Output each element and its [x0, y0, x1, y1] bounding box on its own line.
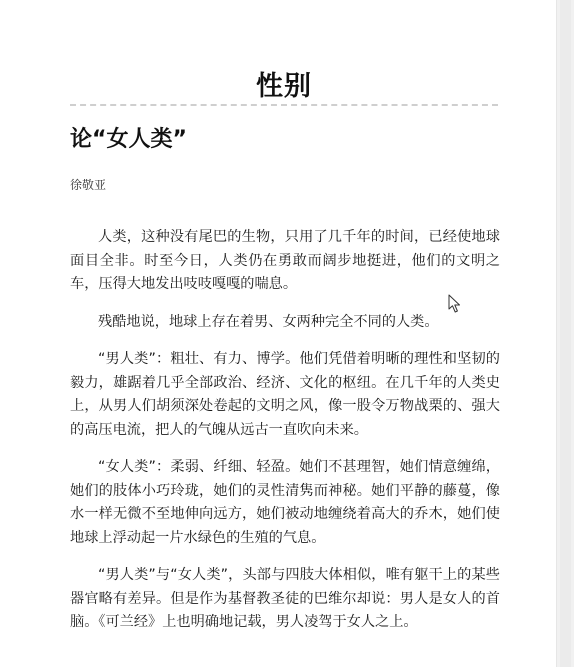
paragraph-1: 人类，这种没有尾巴的生物，只用了几千年的时间，已经使地球面目全非。时至今日，人类仍在勇敢而阔步地挺进，他们的文明之车，压得大地发出吱吱嘎嘎的喘息。 [70, 229, 500, 292]
paragraph-3: “男人类”：粗壮、有力、博学。他们凭借着明晰的理性和坚韧的毅力，雄踞着几乎全部政治、经济、文化的枢纽。在几千年的人类史上，从男人们胡须深处卷起的文明之风，像一股令万物战栗的、强大的高压电流，把人的气魄从远古一直吹向未来。 [70, 351, 500, 438]
scrollbar-thumb[interactable] [560, 0, 571, 667]
chapter-divider [70, 104, 498, 106]
article-body [70, 226, 500, 649]
paragraph-2: 残酷地说，地球上存在着男、女两种完全不同的人类。 [98, 313, 439, 330]
mouse-pointer-icon [448, 294, 462, 314]
vertical-scrollbar[interactable] [556, 0, 574, 667]
chapter-title: 性别 [256, 71, 312, 102]
paragraph-5: “男人类”与“女人类”，头部与四肢大体相似，唯有躯干上的某些器官略有差异。但是作为基督教圣徒的巴维尔却说：男人是女人的首脑。《可兰经》上也明确地记载，男人凌驾于女人之上。 [70, 567, 500, 630]
article-title: 论“女人类” [70, 127, 187, 152]
article-author: 徐敬亚 [70, 178, 107, 192]
paragraph-4: “女人类”：柔弱、纤细、轻盈。她们不甚理智，她们情意缠绵，她们的肢体小巧玲珑，她们的灵性清隽而神秘。她们平静的藤蔓，像水一样无微不至地伸向远方，她们被动地缠绕着高大的乔木，她们使地球上浮动起一片水绿色的生殖的气息。 [70, 459, 500, 546]
